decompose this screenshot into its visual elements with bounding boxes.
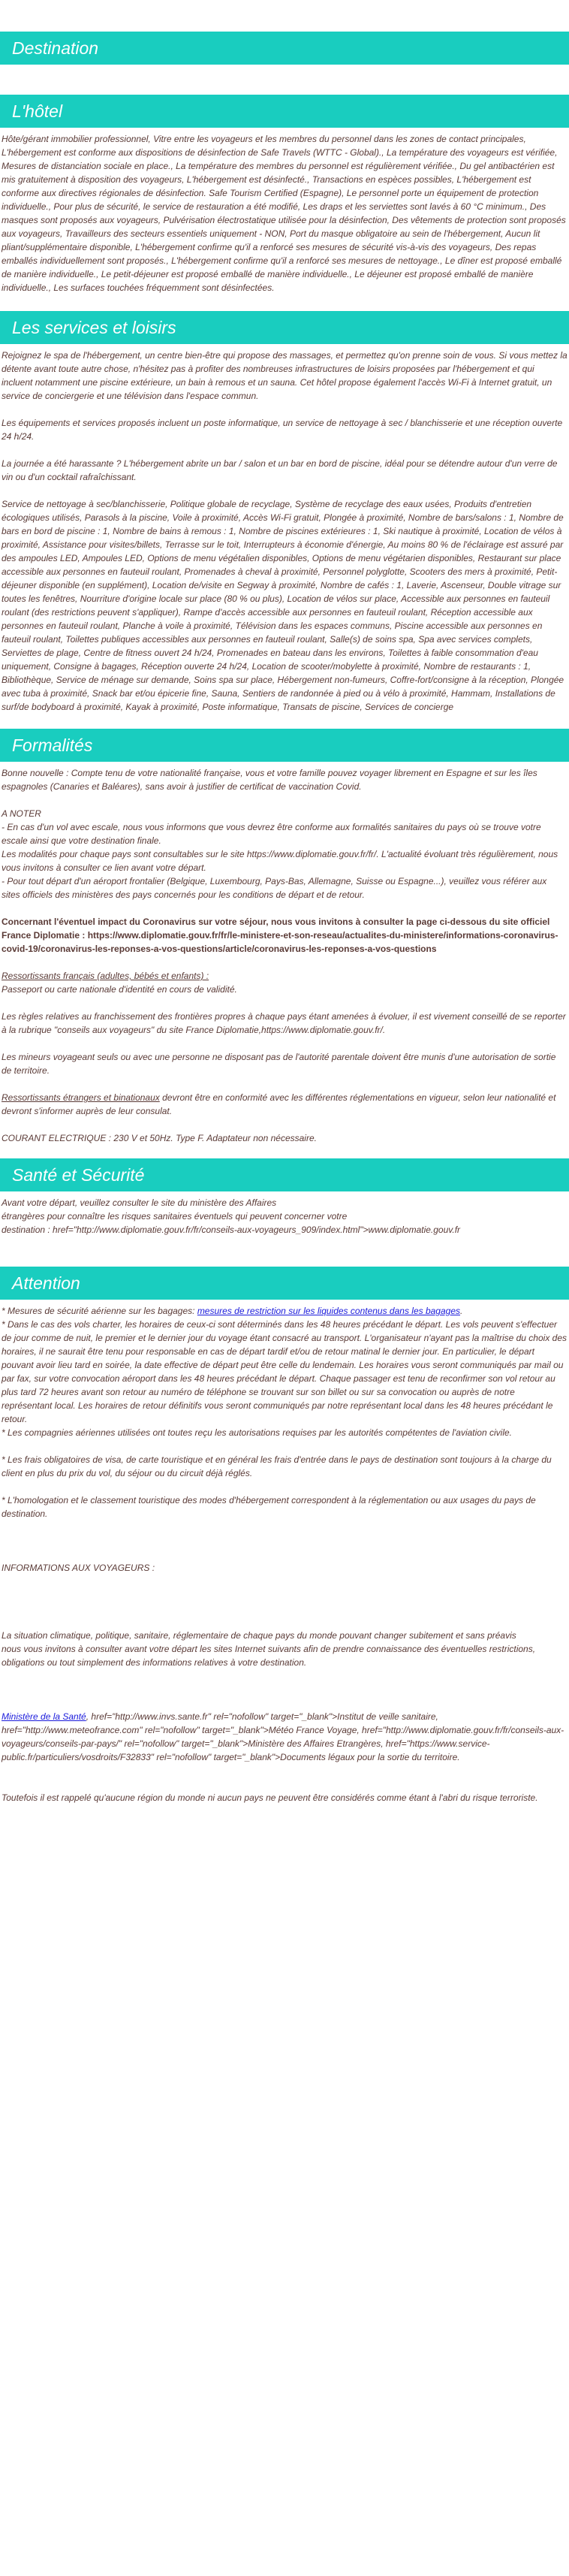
section-title-formalites: Formalités <box>0 729 569 762</box>
attention-liquids <box>2 1304 567 1318</box>
border-rules: Les règles relatives au franchissement des frontières propres à chaque pays étant amenées à évoluer, il est vivement conseillé de se reporter à la rubrique "conseils aux voyageurs" du site France Diplomatie,https://www.diplomatie.gouv.fr/. <box>2 1011 566 1035</box>
formalites-note-block <box>2 807 567 901</box>
section-attention <box>0 1267 569 1804</box>
services-bar-paragraph: La journée a été harassante ? L'hébergement abrite un bar / salon et un bar en bord de piscine, idéal pour se détendre autour d'un verre de vin ou d'un cocktail rafraîchissant. <box>2 458 558 482</box>
sante-line-1: Avant votre départ, veuillez consulter le site du ministère des Affaires <box>2 1197 277 1208</box>
minors-notice: Les mineurs voyageant seuls ou avec une personne ne disposant pas de l'autorité parentale doivent être munis d'une autorisation de sortie de territoire. <box>2 1052 556 1076</box>
attention-charter: * Dans le cas des vols charter, les horaires de ceux-ci sont déterminés dans les 48 heures précédant le départ. Les vols peuvent s'effectuer de jour comme de nuit, le premier et le dernier jour du voyage étant consacré au transport. L'organisateur n'ayant pas la maîtrise du choix des horaires, il ne saurait être tenu pour responsable en cas de départ tardif et/ou de retour matinal le dernier jour. En particulier, le départ pouvant avoir lieu tard en soirée, la date effective de départ peut être celle du lendemain. Les horaires vous seront communiqués par mail ou par fax, sur votre convocation aéroport dans les 48 heures précédant le départ. Chaque passager est tenu de reconfirmer son vol retour au plus tard 72 heures avant son retour au numéro de téléphone se trouvant sur son billet ou sur sa convocation ou auprès de notre représentant local. Les horaires de retour définitifs vous seront communiqués par notre représentant local dans les 48 heures précédant le retour. <box>2 1319 567 1424</box>
spacer <box>2 1521 567 1561</box>
attention-visa-fees: * Les frais obligatoires de visa, de carte touristique et en général les frais d'entrée dans le pays de destination sont toujours à la charge du client en plus du prix du vol, du séjour ou du circuit déjà réglés. <box>2 1454 552 1478</box>
attention-liquids-prefix: * Mesures de sécurité aérienne sur les bagages: <box>2 1306 197 1316</box>
foreign-nationals-paragraph <box>2 1091 567 1118</box>
hotel-body-container <box>0 132 569 294</box>
spacer <box>2 1480 567 1493</box>
attention-homologation: * L'homologation et le classement touristique des modes d'hébergement correspondent à la réglementation ou aux usages du pays de destination. <box>2 1495 536 1519</box>
foreign-nationals-body: devront être en conformité avec les différentes réglementations en vigueur, selon leur nationalité et devront s'informer auprès de leur consulat. <box>2 1092 556 1116</box>
sante-line-2: étrangères pour connaître les risques sanitaires éventuels qui peuvent concerner votre <box>2 1211 348 1222</box>
situation-line-2: nous vous invitons à consulter avant votre départ les sites Internet suivants afin de prendre connaissance des éventuelles restrictions, obligations ou tout simplement des informations relatives à votre destination. <box>2 1644 536 1668</box>
section-services <box>0 311 569 714</box>
section-title-attention: Attention <box>0 1267 569 1300</box>
attention-airlines: * Les compagnies aériennes utilisées ont toutes reçu les autorisations requises par les autorités compétentes de l'aviation civile. <box>2 1427 512 1438</box>
spacer <box>2 1575 567 1629</box>
sante-body <box>0 1196 569 1237</box>
section-title-sante: Santé et Sécurité <box>0 1158 569 1191</box>
formalites-body <box>0 766 569 1145</box>
coronavirus-notice: Concernant l'éventuel impact du Coronavirus sur votre séjour, nous vous invitons à consulter la page ci-dessous du site officiel France Diplomatie : https://www.diplomatie.gouv.fr/fr/le-ministere-et-son-reseau/actualites-du-ministere/informations-coronavirus-covid-19/coronavirus-les-reponses-a-vos-questions/article/coronavirus-les-reponses-a-vos-questions <box>2 917 558 954</box>
terror-risk-notice: Toutefois il est rappelé qu'aucune région du monde ni aucun pays ne peuvent être considérés comme étant à l'abri du risque terroriste. <box>2 1792 538 1803</box>
situation-line-1: La situation climatique, politique, sanitaire, réglementaire de chaque pays du monde pouvant changer subitement et sans préavis <box>2 1630 516 1641</box>
useful-links-paragraph <box>2 1710 567 1764</box>
useful-links-rest: , href="http://www.invs.sante.fr" rel="nofollow" target="_blank">Institut de veille sanitaire, href="http://www.meteofrance.com" rel="nofollow" target="_blank">Météo France Voyage, href="http://www.diplomatie.gouv.fr/fr/conseils-aux-voyageurs/conseils-par-pays/" rel="nofollow" target="_blank">Ministère des Affaires Etrangères, href="https://www.service-public.fr/particuliers/vosdroits/F32833" rel="nofollow" target="_blank">Documents légaux pour la sortie du territoire. <box>2 1711 564 1762</box>
services-list-paragraph: Service de nettoyage à sec/blanchisserie, Politique globale de recyclage, Système de recyclage des eaux usées, Produits d'entretien écologiques utilisés, Parasols à la piscine, Voile à proximité, Accès Wi-Fi gratuit, Plongée à proximité, Nombre de bars/salons : 1, Nombre de bars en bord de piscine : 1, Nombre de bains à remous : 1, Nombre de piscines extérieures : 1, Ski nautique à proximité, Location de vélos à proximité, Assistance pour visites/billets, Terrasse sur le toit, Interrupteurs à économie d'énergie, Au moins 80 % de l'éclairage est assuré par des ampoules LED, Ampoules LED, Options de menu végétalien disponibles, Options de menu végétarien disponibles, Restaurant sur place accessible aux personnes en fauteuil roulant, Promenades à cheval à proximité, Personnel polyglotte, Scooters des mers à proximité, Petit-déjeuner disponible (en supplément), Location de/visite en Segway à proximité, Nombre de cafés : 1, Laverie, Ascenseur, Double vitrage sur toutes les fenêtres, Nourriture d'origine locale sur place (80 % ou plus), Location de vélos sur place, Accessible aux personnes en fauteuil roulant (des restrictions peuvent s'appliquer), Rampe d'accès accessible aux personnes en fauteuil roulant, Réception accessible aux personnes en fauteuil roulant, Planche à voile à proximité, Télévision dans les espaces communs, Piscine accessible aux personnes en fauteuil roulant, Toilettes publiques accessibles aux personnes en fauteuil roulant, Salle(s) de soins spa, Spa avec services complets, Serviettes de plage, Centre de fitness ouvert 24 h/24, Promenades en bateau dans les environs, Toilettes à faible consommation d'eau uniquement, Consigne à bagages, Réception ouverte 24 h/24, Location de scooter/mobylette à proximité, Nombre de restaurants : 1, Bibliothèque, Service de ménage sur demande, Soins spa sur place, Hébergement non-fumeurs, Coffre-fort/consigne à la réception, Plongée avec tuba à proximité, Snack bar et/ou épicerie fine, Sauna, Sentiers de randonnée à pied ou à vélo à proximité, Hammam, Installations de surf/de bodyboard à proximité, Kayak à proximité, Poste informatique, Transats de piscine, Services de concierge <box>2 499 564 712</box>
services-equipment-paragraph: Les équipements et services proposés incluent un poste informatique, un service de nettoyage à sec / blanchisserie et une réception ouverte 24 h/24. <box>2 418 563 442</box>
spacer <box>2 1439 567 1453</box>
section-hotel <box>0 95 569 294</box>
section-title-services: Les services et loisirs <box>0 311 569 344</box>
sante-line-3: destination : href="http://www.diplomatie.gouv.fr/fr/conseils-aux-voyageurs_909/index.html">www.diplomatie.gouv.fr <box>2 1225 461 1235</box>
liquids-restriction-link[interactable]: mesures de restriction sur les liquides contenus dans les bagages <box>197 1306 461 1316</box>
electric-info: COURANT ELECTRIQUE : 230 V et 50Hz. Type F. Adaptateur non nécessaire. <box>2 1133 317 1143</box>
spacer <box>2 1764 567 1791</box>
hotel-description: Hôte/gérant immobilier professionnel, Vitre entre les voyageurs et les membres du personnel dans les zones de contact principales, L'hébergement est conforme aux dispositions de désinfection de Safe Travels (WTTC - Global)., La température des voyageurs est vérifiée, Mesures de distanciation sociale en place., La température des membres du personnel est régulièrement vérifiée., Du gel antibactérien est mis gratuitement à disposition des voyageurs, L'hébergement est désinfecté., Transactions en espèces possibles, L'hébergement est conforme aux directives régionales de désinfection. Safe Tourism Certified (Espagne), Le personnel porte un équipement de protection individuelle., Pour plus de sécurité, le service de restauration a été modifié, Les draps et les serviettes sont lavés à 60 °C minimum., Des masques sont proposés aux voyageurs, Pulvérisation électrostatique utilisée pour la désinfection, Des vêtements de protection sont proposés aux voyageurs, Travailleurs des secteurs essentiels uniquement - NON, Port du masque obligatoire au sein de l'hébergement, Aucun lit pliant/supplémentaire disponible, L'hébergement confirme qu'il a renforcé ses mesures de sécurité vis-à-vis des voyageurs, Des repas emballés individuellement sont proposés., L'hébergement confirme qu'il a renforcé ses mesures de nettoyage., Le dîner est proposé emballé de manière individuelle., Le petit-déjeuner est proposé emballé de manière individuelle., Le déjeuner est proposé emballé de manière individuelle., Les surfaces touchées fréquemment sont désinfectées. <box>2 134 566 293</box>
french-nationals-docs: Passeport ou carte nationale d'identité en cours de validité. <box>2 984 237 995</box>
ministry-health-link[interactable]: Ministère de la Santé <box>2 1711 86 1722</box>
section-title-destination: Destination <box>0 32 569 65</box>
note-frontalier: - Pour tout départ d'un aéroport frontalier (Belgique, Luxembourg, Pays-Bas, Allemagne, Suisse ou Espagne...), veuillez vous référer aux sites officiels des ministères des pays concernés pour les conditions de départ et de retour. <box>2 876 547 900</box>
spacer <box>2 1669 567 1710</box>
french-nationals-title: Ressortissants français (adultes, bébés et enfants) : <box>2 971 209 981</box>
formalites-good-news: Bonne nouvelle : Compte tenu de votre nationalité française, vous et votre famille pouvez voyager librement en Espagne et sur les îles espagnoles (Canaries et Baléares), sans avoir à justifier de certificat de vaccination Covid. <box>2 768 537 792</box>
services-body <box>0 349 569 714</box>
foreign-nationals-title: Ressortissants étrangers et binationaux <box>2 1092 160 1103</box>
attention-body <box>0 1304 569 1804</box>
note-title: A NOTER <box>2 808 41 819</box>
travellers-info-title: INFORMATIONS AUX VOYAGEURS : <box>2 1563 155 1573</box>
section-sante <box>0 1158 569 1237</box>
attention-liquids-suffix: . <box>460 1306 463 1316</box>
section-formalites <box>0 729 569 1145</box>
section-title-hotel: L'hôtel <box>0 95 569 128</box>
french-nationals-block <box>2 969 567 996</box>
services-spa-paragraph: Rejoignez le spa de l'hébergement, un centre bien-être qui propose des massages, et permettez qu'on prenne soin de vous. Si vous mettez la détente avant toute autre chose, n'hésitez pas à profiter des nombreuses infrastructures de loisirs proposées par l'hébergement et qui incluent notamment une piscine extérieure, un bain à remous et un sauna. Cet hôtel propose également l'accès Wi-Fi à Internet gratuit, un service de conciergerie et une télévision dans l'espace commun. <box>2 350 567 401</box>
note-escale: - En cas d'un vol avec escale, nous vous informons que vous devrez être conforme aux formalités sanitaires du pays où se trouve votre escale ainsi que votre destination finale. <box>2 822 541 846</box>
note-modalites: Les modalités pour chaque pays sont consultables sur le site https://www.diplomatie.gouv.fr/fr/. L'actualité évoluant très régulièrement, nous vous invitons à consulter ce lien avant votre départ. <box>2 849 558 873</box>
section-destination <box>0 32 569 65</box>
